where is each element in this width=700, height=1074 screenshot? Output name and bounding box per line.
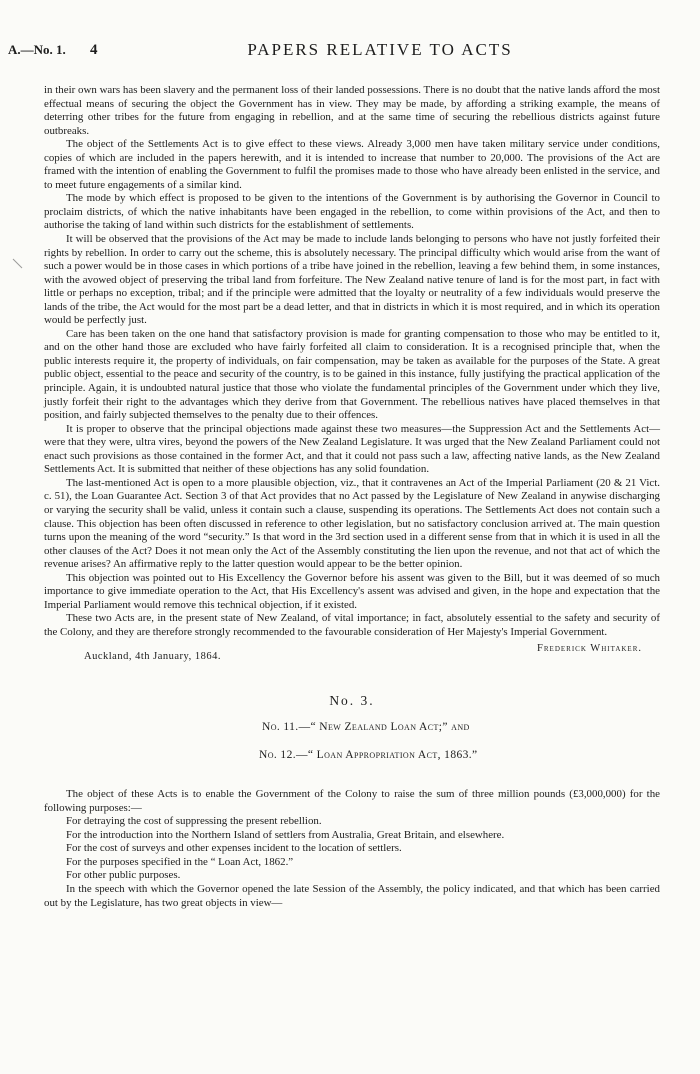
list-item: For the cost of surveys and other expenses incident to the location of settlers. <box>66 842 402 855</box>
paragraph: The last-mentioned Act is open to a more plausible objection, viz., that it contravenes an Act of the Imperial Parliament (20 & 21 Vict. c. 51), the Loan Guarantee Act. Section 3 of that Act provides that no Act passed by the Legislature of New Zealand in anywise discharging or varying the security shall be valid, unless it contain such a clause, suspending its operations. The Settlements Act does not contain such a clause. This objection has been often discussed in reference to other legislation, but no satisfactory conclusion arrived at. The main question turns upon the meaning of the word “security.” Is that word in the 3rd section used in a different sense from that in which it is used in all the other clauses of the Act? Does it not mean only the Act of the Assembly constituting the lien upon the revenue, and not that act of which the revenue arises? An affirmative reply to the latter question would appear to be the better opinion. <box>44 476 660 571</box>
paragraph: It is proper to observe that the principal objections made against these two measures—the Suppression Act and the Settlements Act—were that they were, ultra vires, beyond the powers of the New Zealand Legislature. It was urged that the New Zealand Parliament could not enact such provisions as those contained in the former Act, and that it could not pass such a law, affecting native lands, as the New Zealand Settlements Act. It is submitted that neither of these objections has any solid foundation. <box>44 422 660 476</box>
section-number: No. 3. <box>329 692 375 708</box>
signature: Frederick Whitaker. <box>537 643 642 655</box>
section-heading-act-12: No. 12.—“ Loan Appropriation Act, 1863.” <box>259 748 478 761</box>
margin-pencil-mark <box>12 258 24 270</box>
dateline: Auckland, 4th January, 1864. <box>84 650 221 662</box>
section-heading-act-11: No. 11.—“ New Zealand Loan Act;” and <box>262 721 470 734</box>
paragraph: The object of the Settlements Act is to give effect to these views. Already 3,000 men have taken military service under conditions, copies of which are included in the papers herewith, and it is intended to increase that number to 20,000. The provisions of the Act are framed with the intention of enabling the Government to fulfil the promises made to those who have already been enlisted in the service, and to meet future engagements of a similar kind. <box>44 138 660 191</box>
paragraph: in their own wars has been slavery and the permanent loss of their landed possessions. There is no doubt that the native lands afford the most effectual means of securing the object the Government has in view. They may be made, by affording a striking example, the means of deterring other tribes for the future from engaging in rebellion, and at the same time of securing the rebellious districts against future outbreaks. <box>44 84 660 137</box>
list-item: For the purposes specified in the “ Loan Act, 1862.” <box>66 855 294 868</box>
paragraph: Care has been taken on the one hand that satisfactory provision is made for granting compensation to those who may be entitled to it, and on the other hand those are excluded who have fairly forfeited all claim to consideration. It is a recognised principle that, when the public interests require it, the property of individuals, on fair compensation, may be taken as available for the purposes of the State. A great public object, essential to the peace and security of the country, is to be gained in this instance, fully justifying the practical application of the principle. Again, it is undoubted natural justice that those who violate the fundamental principles of the Government under which they live, justly forfeit their right to the advantages which they derive from that Government. The rebellious natives have placed themselves in that position, and fairly subjected themselves to the penalty due to their offences. <box>44 327 660 422</box>
paragraph: It will be observed that the provisions of the Act may be made to include lands belonging to persons who have not justly forfeited their rights by rebellion. In order to carry out the scheme, this is absolutely necessary. The principal difficulty which would arise from the want of such a power would be in those cases in which portions of a tribe have joined in the rebellion, leaving a few behind them, in some instances, with the avowed object of preserving the tribal land from forfeiture. The New Zealand native tenure of land is for the most part, in fact with little or perhaps no exception, tribal; and if the principle were admitted that the loyalty or neutrality of a few individuals would preserve the lands of the tribe, the Act would for the most part be a dead letter, and that in districts in which it is most required, and in which its operation would be perfectly just. <box>44 233 660 327</box>
paragraph: This objection was pointed out to His Excellency the Governor before his assent was given to the Bill, but it was deemed of so much importance to give immediate operation to the Act, that His Excellency's assent was advised and given, in the hope and expectation that the Imperial Parliament would remove this technical objection, if it existed. <box>44 571 660 611</box>
page-number: 4 <box>90 42 98 58</box>
paragraph: The mode by which effect is proposed to be given to the intentions of the Government is by authorising the Governor in Council to proclaim districts, of which the native inhabitants have been engaged in the rebellion, to come within provisions of the Act, and then to authorise the taking of land within such districts for the establishment of settlements. <box>44 192 660 232</box>
paragraph: The object of these Acts is to enable the Government of the Colony to raise the sum of three million pounds (£3,000,000) for the following purposes:— <box>44 788 660 814</box>
document-reference: A.—No. 1. <box>8 42 66 57</box>
page-header <box>0 42 700 64</box>
page-title: PAPERS RELATIVE TO ACTS <box>247 40 513 59</box>
paragraph: In the speech with which the Governor opened the late Session of the Assembly, the policy indicated, and that which has been carried out by the Legislature, has two great objects in view— <box>44 882 660 909</box>
list-item: For the introduction into the Northern Island of settlers from Australia, Great Britain, and elsewhere. <box>66 828 505 841</box>
document-body <box>44 84 660 910</box>
list-item: For detraying the cost of suppressing the present rebellion. <box>66 815 322 828</box>
paragraph: These two Acts are, in the present state of New Zealand, of vital importance; in fact, absolutely essential to the safety and security of the Colony, and they are therefore strongly recommended to the favourable consideration of Her Majesty's Imperial Government. <box>44 612 660 638</box>
list-item: For other public purposes. <box>66 869 181 882</box>
